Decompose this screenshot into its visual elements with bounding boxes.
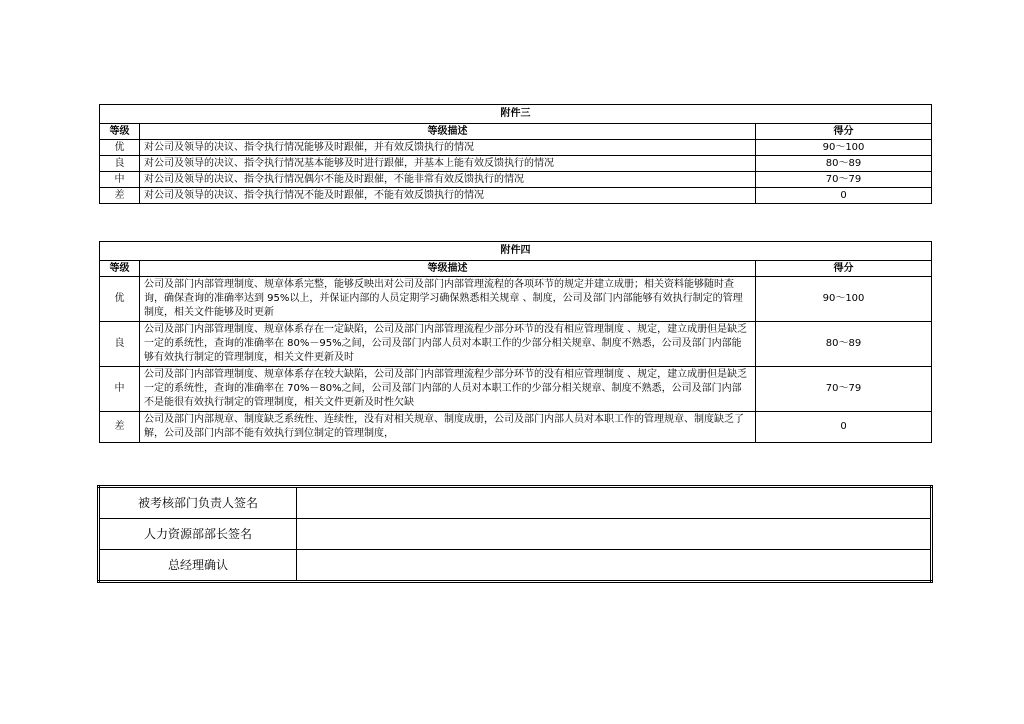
signature-row (99, 519, 932, 550)
table-row (100, 322, 932, 367)
score-cell: 0 (756, 412, 932, 443)
hr-director-signature-field[interactable] (297, 519, 932, 550)
grade-cell: 中 (100, 172, 140, 188)
header-grade: 等级 (100, 124, 140, 140)
appendix-three-table (99, 104, 932, 204)
score-cell: 90～100 (756, 140, 932, 156)
table-row (100, 188, 932, 204)
dept-head-signature-field[interactable] (297, 487, 932, 519)
signature-row (99, 550, 932, 582)
desc-cell: 对公司及领导的决议、指令执行情况基本能够及时进行跟催，并基本上能有效反馈执行的情况 (140, 156, 756, 172)
grade-cell: 中 (100, 367, 140, 412)
score-cell: 80～89 (756, 156, 932, 172)
grade-cell: 良 (100, 322, 140, 367)
desc-cell: 公司及部门内部管理制度、规章体系完整，能够反映出对公司及部门内部管理流程的各项环节的规定并建立成册；相关资料能够随时查询，确保查询的准确率达到 95%以上，并保证内部的人员定期学习确保熟悉相关规章 、制度，公司及部门内部能够有效执行制定的管理制度，相关文件能够及时更新 (140, 277, 756, 322)
grade-cell: 优 (100, 140, 140, 156)
desc-cell: 公司及部门内部规章、制度缺乏系统性、连续性，没有对相关规章、制度成册，公司及部门内部人员对本职工作的管理规章、制度缺乏了解，公司及部门内部不能有效执行到位制定的管理制度， (140, 412, 756, 443)
grade-cell: 差 (100, 188, 140, 204)
table-title: 附件四 (100, 242, 932, 261)
table-row (100, 367, 932, 412)
desc-cell: 公司及部门内部管理制度、规章体系存在较大缺陷，公司及部门内部管理流程少部分环节的没有相应管理制度 、规定，建立成册但是缺乏一定的系统性，查询的准确率在 70%－80%之间，公司及部门内部的人员对本职工作的少部分相关规章、制度不熟悉，公司及部门内部不是能很有效执行制定的管理制度，相关文件更新及时性欠缺 (140, 367, 756, 412)
score-cell: 70～79 (756, 367, 932, 412)
grade-cell: 优 (100, 277, 140, 322)
header-score: 得分 (756, 124, 932, 140)
table-title: 附件三 (100, 105, 932, 124)
header-grade: 等级 (100, 261, 140, 277)
table-row (100, 156, 932, 172)
grade-cell: 良 (100, 156, 140, 172)
gm-confirm-label: 总经理确认 (99, 550, 297, 582)
score-cell: 90～100 (756, 277, 932, 322)
desc-cell: 公司及部门内部管理制度、规章体系存在一定缺陷，公司及部门内部管理流程少部分环节的没有相应管理制度 、规定，建立成册但是缺乏一定的系统性，查询的准确率在 80%－95%之间，公司及部门内部人员对本职工作的少部分相关规章、制度不熟悉，公司及部门内部能够有效执行制定的管理制度，相关文件更新及时 (140, 322, 756, 367)
score-cell: 70～79 (756, 172, 932, 188)
signature-row (99, 487, 932, 519)
table-row (100, 140, 932, 156)
table-row (100, 412, 932, 443)
hr-director-signature-label: 人力资源部部长签名 (99, 519, 297, 550)
score-cell: 80～89 (756, 322, 932, 367)
signature-table (97, 485, 933, 583)
desc-cell: 对公司及领导的决议、指令执行情况不能及时跟催，不能有效反馈执行的情况 (140, 188, 756, 204)
appendix-four-table (99, 241, 932, 443)
dept-head-signature-label: 被考核部门负责人签名 (99, 487, 297, 519)
table-row (100, 172, 932, 188)
header-desc: 等级描述 (140, 261, 756, 277)
header-desc: 等级描述 (140, 124, 756, 140)
desc-cell: 对公司及领导的决议、指令执行情况能够及时跟催，并有效反馈执行的情况 (140, 140, 756, 156)
desc-cell: 对公司及领导的决议、指令执行情况偶尔不能及时跟催，不能非常有效反馈执行的情况 (140, 172, 756, 188)
score-cell: 0 (756, 188, 932, 204)
gm-confirm-field[interactable] (297, 550, 932, 582)
header-score: 得分 (756, 261, 932, 277)
grade-cell: 差 (100, 412, 140, 443)
table-row (100, 277, 932, 322)
